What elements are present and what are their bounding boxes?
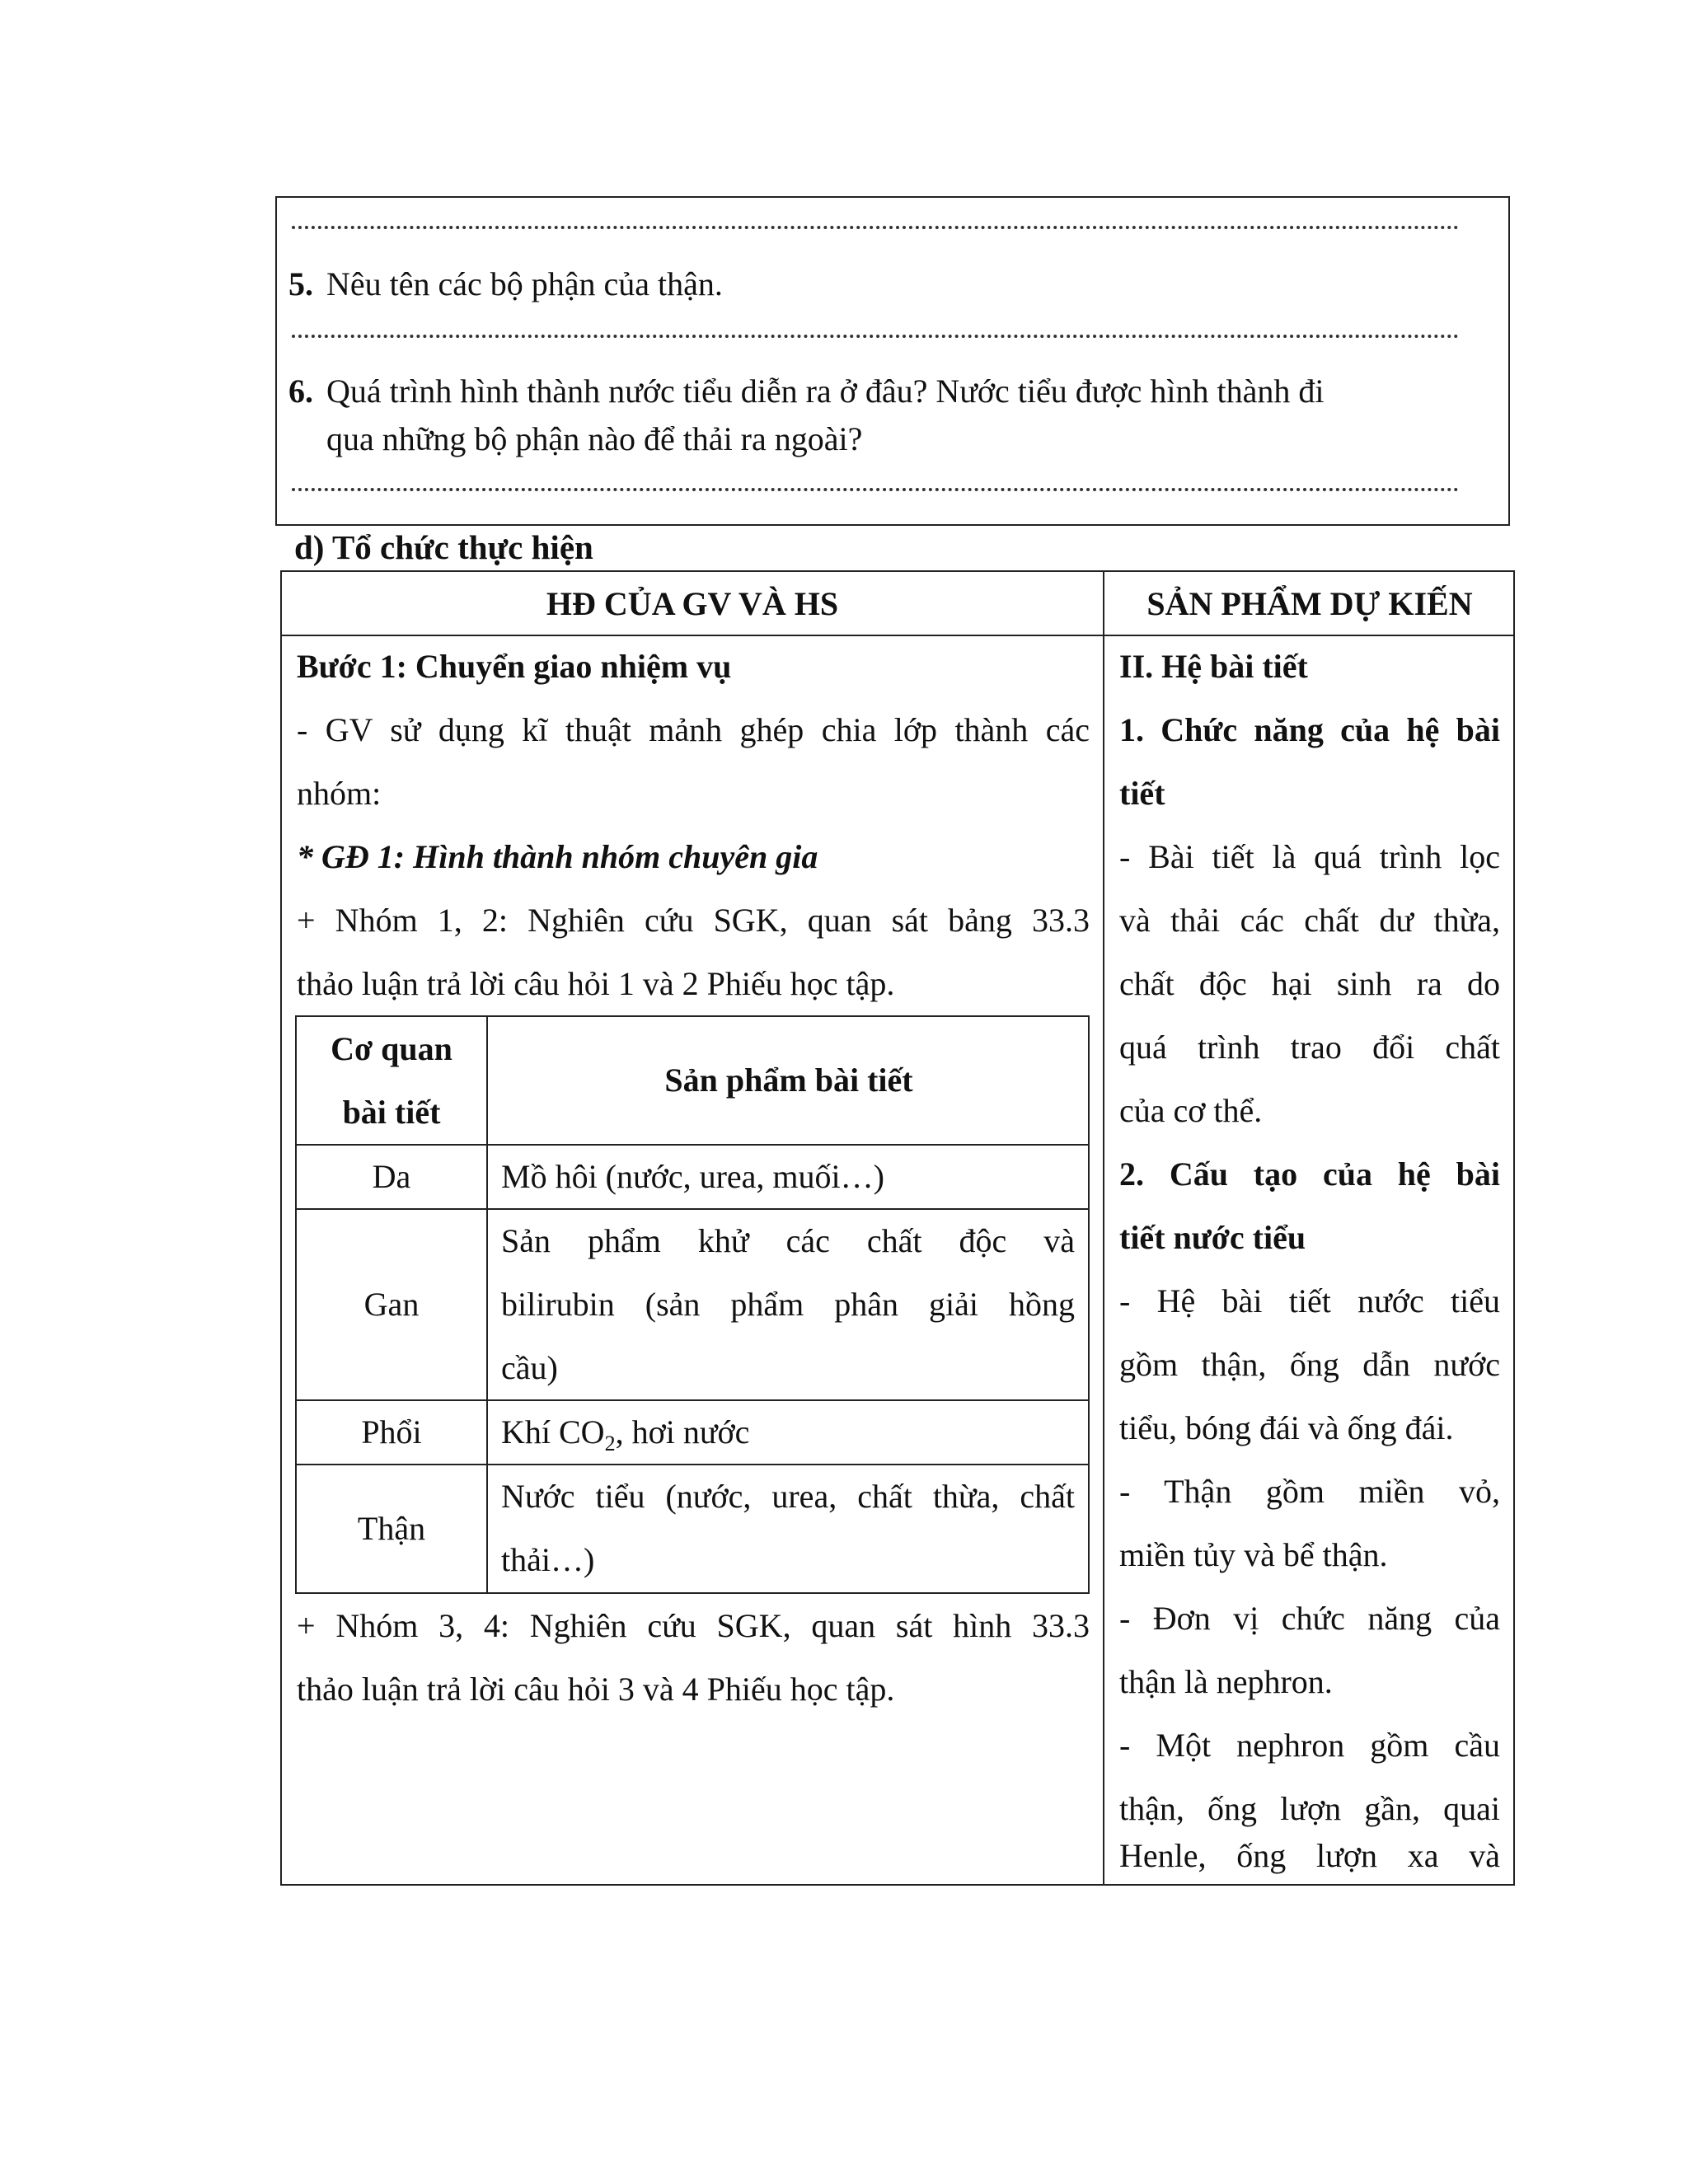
- header-product: Sản phẩm bài tiết: [664, 1062, 913, 1099]
- product-cell: Sản phẩm khử các chất độc và: [501, 1222, 1075, 1259]
- left-paragraph-line: nhóm:: [297, 775, 382, 812]
- organ-cell: Gan: [363, 1286, 420, 1323]
- group-3-4-line: + Nhóm 3, 4: Nghiên cứu SGK, quan sát hình 33.3: [297, 1607, 1090, 1644]
- question-box: [275, 196, 1510, 526]
- product-cell: cầu): [501, 1349, 558, 1386]
- right-subtitle: 1. Chức năng của hệ bài: [1119, 711, 1500, 748]
- right-text-line: thận, ống lượn gần, quai: [1119, 1790, 1500, 1827]
- question-6-continued: qua những bộ phận nào để thải ra ngoài?: [326, 420, 863, 457]
- right-text-line: - Một nephron gồm cầu: [1119, 1727, 1500, 1764]
- right-text-line: - Đơn vị chức năng của: [1119, 1600, 1500, 1637]
- product-cell: Nước tiểu (nước, urea, chất thừa, chất: [501, 1478, 1075, 1515]
- question-6: [288, 368, 1324, 415]
- co2-text: Khí CO: [501, 1413, 605, 1451]
- product-cell: thải…): [501, 1541, 595, 1578]
- question-number: 6.: [288, 373, 313, 410]
- right-text-line: quá trình trao đổi chất: [1119, 1029, 1500, 1066]
- right-text-line: và thải các chất dư thừa,: [1119, 902, 1500, 939]
- answer-dotted-line: [292, 226, 1459, 229]
- right-text-line: Henle, ống lượn xa và: [1119, 1837, 1500, 1874]
- question-text: Nêu tên các bộ phận của thận.: [326, 265, 723, 302]
- right-title: II. Hệ bài tiết: [1119, 648, 1308, 685]
- product-cell: Mồ hôi (nước, urea, muối…): [501, 1158, 884, 1195]
- group-1-2-line: thảo luận trả lời câu hỏi 1 và 2 Phiếu học tập.: [297, 965, 895, 1002]
- right-text-line: - Bài tiết là quá trình lọc: [1119, 838, 1500, 875]
- question-5: [288, 260, 723, 308]
- header-right: SẢN PHẨM DỰ KIẾN: [1146, 585, 1473, 622]
- right-text-line: miền tủy và bể thận.: [1119, 1536, 1388, 1573]
- column-divider: [1103, 572, 1104, 1884]
- right-text-line: - Thận gồm miền vỏ,: [1119, 1473, 1500, 1510]
- group-3-4-line: thảo luận trả lời câu hỏi 3 và 4 Phiếu học tập.: [297, 1671, 895, 1708]
- header-left: HĐ CỦA GV VÀ HS: [546, 585, 839, 622]
- question-number: 5.: [288, 265, 313, 302]
- group-1-2-line: + Nhóm 1, 2: Nghiên cứu SGK, quan sát bảng 33.3: [297, 902, 1090, 939]
- excretion-organs-table: [295, 1015, 1090, 1594]
- left-paragraph-line: - GV sử dụng kĩ thuật mảnh ghép chia lớp thành các: [297, 711, 1090, 748]
- product-cell: bilirubin (sản phẩm phân giải hồng: [501, 1286, 1075, 1323]
- answer-dotted-line: [292, 335, 1459, 338]
- right-text-line: của cơ thể.: [1119, 1092, 1263, 1129]
- organ-cell: Phổi: [361, 1413, 422, 1451]
- right-subtitle: tiết nước tiểu: [1119, 1219, 1306, 1256]
- organ-cell: Da: [372, 1158, 411, 1195]
- right-text-line: - Hệ bài tiết nước tiểu: [1119, 1282, 1500, 1319]
- product-cell: [501, 1400, 749, 1464]
- header-organ: bài tiết: [342, 1094, 441, 1131]
- question-text: Quá trình hình thành nước tiểu diễn ra ở đâu? Nước tiểu được hình thành đi: [326, 373, 1325, 410]
- right-subtitle: 2. Cấu tạo của hệ bài: [1119, 1155, 1500, 1193]
- right-text-line: tiểu, bóng đái và ống đái.: [1119, 1409, 1454, 1446]
- activity-table: [280, 570, 1515, 1886]
- header-organ: Cơ quan: [331, 1030, 452, 1067]
- answer-dotted-line: [292, 488, 1459, 491]
- right-text-line: thận là nephron.: [1119, 1663, 1333, 1700]
- phase-1-title: * GĐ 1: Hình thành nhóm chuyên gia: [297, 838, 818, 875]
- right-text-line: chất độc hại sinh ra do: [1119, 965, 1500, 1002]
- right-subtitle: tiết: [1119, 775, 1165, 812]
- step-1-title: Bước 1: Chuyển giao nhiệm vụ: [297, 648, 732, 685]
- section-heading: d) Tổ chức thực hiện: [294, 528, 593, 566]
- co2-subscript: 2: [604, 1432, 616, 1455]
- organ-cell: Thận: [357, 1510, 426, 1547]
- co2-rest: , hơi nước: [615, 1413, 750, 1451]
- right-text-line: gồm thận, ống dẫn nước: [1119, 1346, 1500, 1383]
